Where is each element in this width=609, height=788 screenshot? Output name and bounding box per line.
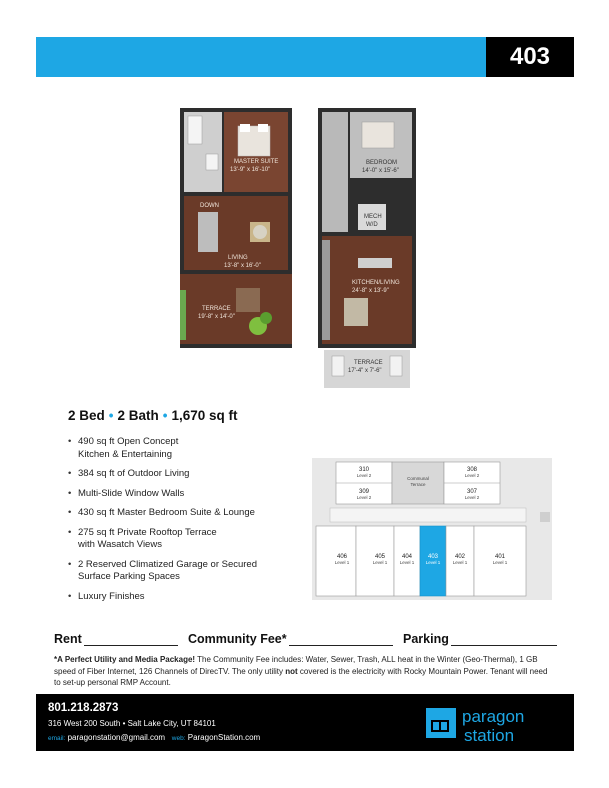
phone-number[interactable]: 801.218.2873 — [48, 702, 119, 714]
room-master-suite: MASTER SUITE — [234, 159, 279, 165]
unit-specs — [68, 408, 238, 423]
feature-item: • 490 sq ft Open Concept Kitchen & Entertaining — [68, 436, 288, 461]
room-kitchen-living-size: 24'-8" x 13'-9" — [352, 288, 389, 294]
spec-baths: 2 Bath — [117, 408, 159, 423]
header-bar — [36, 37, 486, 77]
rent-line[interactable] — [84, 634, 178, 646]
room-mech-sub: W/D — [366, 222, 378, 228]
room-down: DOWN — [200, 203, 219, 209]
room-terrace-lower-size: 17'-4" x 7'-6" — [348, 368, 382, 374]
unit-401: 401 — [494, 554, 506, 560]
svg-text:Level 1: Level 1 — [452, 560, 468, 565]
unit-405: 405 — [374, 554, 386, 560]
communal-terrace-label: Communal — [407, 476, 429, 481]
unit-403: 403 — [427, 554, 439, 560]
svg-text:Level 2: Level 2 — [464, 473, 480, 478]
email-link[interactable]: paragonstation@gmail.com — [67, 733, 166, 742]
room-terrace-lower: TERRACE — [354, 360, 383, 366]
unit-310: 310 — [358, 467, 370, 473]
separator-dot: • — [162, 408, 168, 423]
svg-text:Level 2: Level 2 — [464, 495, 480, 500]
feature-item: • 430 sq ft Master Bedroom Suite & Lounge — [68, 507, 288, 520]
room-bedroom-size: 14'-0" x 15'-6" — [362, 168, 399, 174]
room-living-size: 13'-8" x 16'-0" — [224, 263, 261, 269]
web-label: web: — [171, 735, 186, 742]
unit-307: 307 — [466, 489, 478, 495]
room-terrace-upper: TERRACE — [202, 306, 231, 312]
unit-404: 404 — [401, 554, 413, 560]
community-fee-field[interactable] — [188, 632, 393, 646]
svg-text:Level 1: Level 1 — [372, 560, 388, 565]
svg-text:station: station — [464, 726, 515, 745]
unit-309: 309 — [358, 489, 370, 495]
parking-line[interactable] — [451, 634, 557, 646]
feature-item: • 2 Reserved Climatized Garage or Secured Surface Parking Spaces — [68, 559, 288, 584]
utility-note: *A Perfect Utility and Media Package! The Community Fee includes: Water, Sewer, Trash, ALL heat in the Winter (Geo-Thermal), 1 GB speed of Fiber Internet, 126 Channels of DirecTV. The only utility not covered is the electricity with Rocky Mountain Power. Tenant will need to set-up personal RMP Account. — [54, 655, 548, 687]
contact-line — [48, 733, 260, 742]
spec-beds: 2 Bed — [68, 408, 105, 423]
room-bedroom: BEDROOM — [366, 160, 398, 166]
floorplan-lower — [318, 108, 416, 390]
unit-308: 308 — [466, 467, 478, 473]
footer — [36, 694, 574, 751]
spec-area: 1,670 sq ft — [171, 408, 238, 423]
feature-item: • Multi-Slide Window Walls — [68, 488, 288, 501]
svg-text:Level 1: Level 1 — [492, 560, 508, 565]
svg-text:paragon: paragon — [462, 707, 525, 726]
unit-number: 403 — [486, 37, 574, 77]
rent-field[interactable] — [54, 632, 178, 646]
site-map — [312, 458, 552, 600]
parking-label: Parking — [403, 632, 449, 646]
room-living: LIVING — [228, 255, 248, 261]
svg-text:Level 2: Level 2 — [356, 495, 372, 500]
svg-text:Level 2: Level 2 — [356, 473, 372, 478]
email-label: email: — [48, 735, 66, 742]
floorplan-upper — [180, 108, 292, 348]
unit-406: 406 — [336, 554, 348, 560]
room-kitchen-living: KITCHEN/LIVING — [352, 280, 400, 286]
parking-field[interactable] — [403, 632, 557, 646]
svg-text:Terrace: Terrace — [410, 482, 426, 487]
feature-item: • 275 sq ft Private Rooftop Terrace with Wasatch Views — [68, 527, 288, 552]
separator-dot: • — [108, 408, 114, 423]
feature-item: • 384 sq ft of Outdoor Living — [68, 468, 288, 481]
community-fee-line[interactable] — [289, 634, 393, 646]
feature-item: • Luxury Finishes — [68, 591, 288, 604]
web-link[interactable]: ParagonStation.com — [187, 733, 261, 742]
room-terrace-upper-size: 19'-8" x 14'-0" — [198, 314, 235, 320]
svg-text:Level 1: Level 1 — [425, 560, 441, 565]
svg-text:Level 1: Level 1 — [399, 560, 415, 565]
unit-402: 402 — [454, 554, 466, 560]
room-mech: MECH — [364, 214, 382, 220]
paragon-station-logo — [424, 700, 564, 746]
rent-label: Rent — [54, 632, 82, 646]
features-list — [68, 436, 288, 610]
room-master-suite-size: 13'-9" x 16'-10" — [230, 167, 271, 173]
community-fee-label: Community Fee* — [188, 632, 287, 646]
svg-text:Level 1: Level 1 — [334, 560, 350, 565]
address: 316 West 200 South • Salt Lake City, UT 84101 — [48, 719, 216, 728]
